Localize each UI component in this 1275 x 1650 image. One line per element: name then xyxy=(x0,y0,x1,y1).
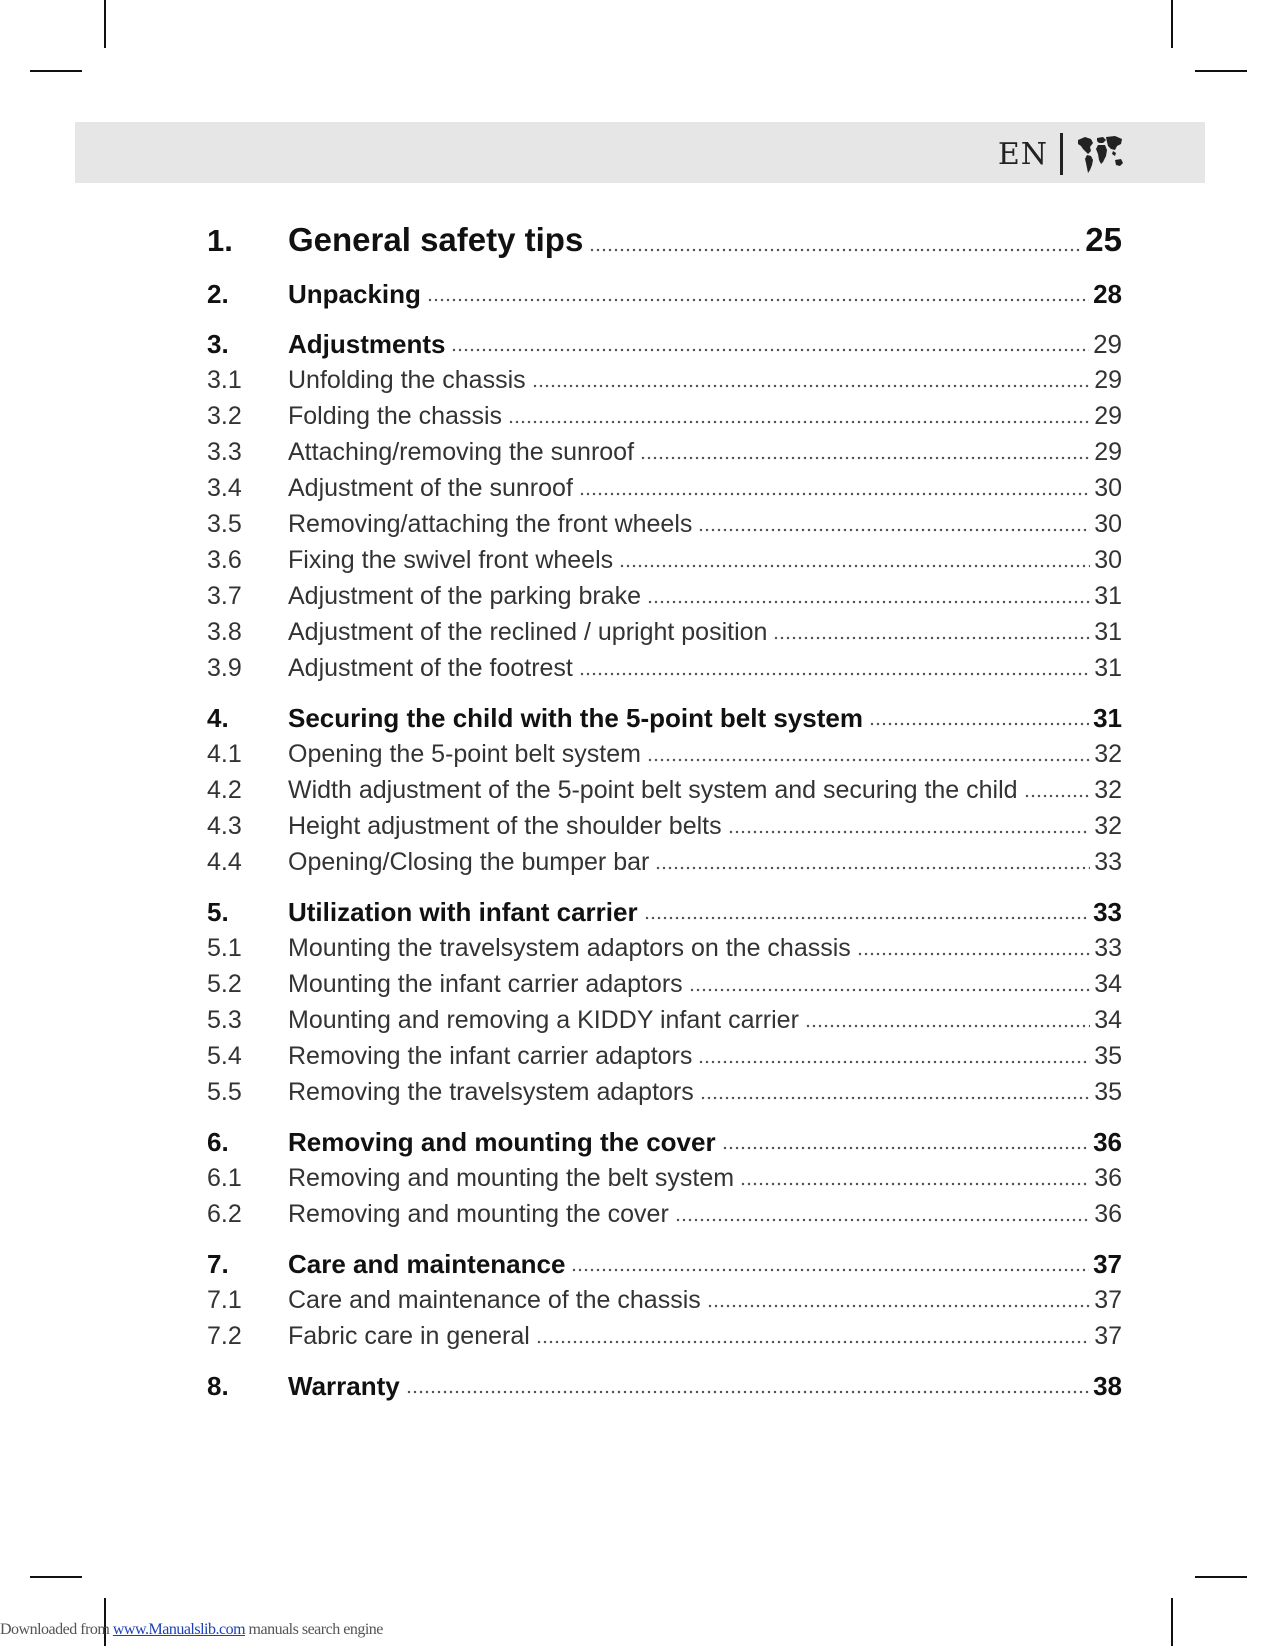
toc-page-number: 32 xyxy=(1094,776,1122,804)
toc-page-number: 32 xyxy=(1094,812,1122,840)
dot-leader xyxy=(579,491,1090,497)
dot-leader xyxy=(640,455,1090,461)
crop-mark xyxy=(104,0,106,48)
toc-number: 5. xyxy=(207,897,229,927)
dot-leader xyxy=(1024,793,1091,799)
toc-subsection-entry[interactable] xyxy=(207,470,1122,506)
dot-leader xyxy=(406,1389,1089,1395)
toc-subsection-entry[interactable] xyxy=(207,808,1122,844)
toc-number: 1. xyxy=(207,223,233,258)
toc-number: 6. xyxy=(207,1127,229,1157)
toc-number: 5.4 xyxy=(207,1042,242,1070)
manualslib-link[interactable]: www.Manualslib.com xyxy=(112,1621,246,1638)
toc-number: 5.5 xyxy=(207,1078,242,1106)
table-of-contents xyxy=(207,218,1122,1404)
toc-page-number: 33 xyxy=(1094,848,1122,876)
dot-leader xyxy=(655,865,1090,871)
dot-leader xyxy=(700,1095,1090,1101)
toc-number: 5.1 xyxy=(207,934,242,962)
toc-title: Utilization with infant carrier xyxy=(288,897,638,927)
toc-title: Care and maintenance xyxy=(288,1249,566,1279)
toc-number: 7.2 xyxy=(207,1322,242,1350)
toc-subsection-entry[interactable] xyxy=(207,1074,1122,1110)
toc-page-number: 33 xyxy=(1093,897,1122,927)
dot-leader xyxy=(805,1023,1090,1029)
toc-page-number: 29 xyxy=(1093,329,1122,359)
dot-leader xyxy=(451,347,1089,353)
toc-number: 6.1 xyxy=(207,1164,242,1192)
toc-title: Removing and mounting the cover xyxy=(288,1200,669,1228)
toc-page-number: 31 xyxy=(1093,703,1122,733)
toc-subsection-entry[interactable] xyxy=(207,1282,1122,1318)
toc-page-number: 30 xyxy=(1094,546,1122,574)
dot-leader xyxy=(773,635,1090,641)
toc-number: 5.3 xyxy=(207,1006,242,1034)
toc-section-entry[interactable] xyxy=(207,1368,1122,1404)
toc-number: 3.7 xyxy=(207,582,242,610)
toc-title: Adjustment of the reclined / upright position xyxy=(288,618,768,646)
toc-title: Width adjustment of the 5-point belt system and securing the child xyxy=(288,776,1018,804)
crop-mark xyxy=(30,1576,82,1578)
world-map-icon xyxy=(1075,132,1125,176)
toc-title: Folding the chassis xyxy=(288,402,503,430)
language-code: EN xyxy=(997,136,1048,172)
toc-number: 8. xyxy=(207,1371,229,1401)
language-separator xyxy=(1060,133,1063,175)
toc-number: 2. xyxy=(207,279,229,309)
toc-number: 7. xyxy=(207,1249,229,1279)
toc-subsection-entry[interactable] xyxy=(207,362,1122,398)
toc-title: Securing the child with the 5-point belt system xyxy=(288,703,863,733)
toc-number: 7.1 xyxy=(207,1286,242,1314)
dot-leader xyxy=(698,527,1090,533)
toc-page-number: 37 xyxy=(1094,1286,1122,1314)
toc-number: 6.2 xyxy=(207,1200,242,1228)
toc-number: 4.1 xyxy=(207,740,242,768)
toc-page-number: 31 xyxy=(1094,654,1122,682)
toc-title: Care and maintenance of the chassis xyxy=(288,1286,701,1314)
dot-leader xyxy=(728,829,1091,835)
toc-page-number: 36 xyxy=(1094,1164,1122,1192)
toc-page-number: 38 xyxy=(1093,1371,1122,1401)
toc-subsection-entry[interactable] xyxy=(207,966,1122,1002)
dot-leader xyxy=(589,247,1081,253)
toc-number: 4.3 xyxy=(207,812,242,840)
toc-title: Unfolding the chassis xyxy=(288,366,526,394)
toc-title: Attaching/removing the sunroof xyxy=(288,438,635,466)
toc-title: Height adjustment of the shoulder belts xyxy=(288,812,722,840)
toc-section-entry[interactable] xyxy=(207,894,1122,930)
toc-number: 5.2 xyxy=(207,970,242,998)
toc-title: Removing/attaching the front wheels xyxy=(288,510,693,538)
dot-leader xyxy=(619,563,1090,569)
language-indicator xyxy=(998,132,1125,176)
dot-leader xyxy=(571,1267,1089,1273)
dot-leader xyxy=(857,951,1090,957)
dot-leader xyxy=(869,721,1089,727)
dot-leader xyxy=(675,1217,1090,1223)
toc-title: Fabric care in general xyxy=(288,1322,530,1350)
dot-leader xyxy=(722,1145,1089,1151)
dot-leader xyxy=(579,671,1090,677)
crop-mark xyxy=(1171,1598,1173,1646)
toc-number: 3.1 xyxy=(207,366,242,394)
toc-subsection-entry[interactable] xyxy=(207,772,1122,808)
toc-title: Opening/Closing the bumper bar xyxy=(288,848,650,876)
toc-section-entry[interactable] xyxy=(207,276,1122,312)
toc-title: Removing the travelsystem adaptors xyxy=(288,1078,694,1106)
toc-title: Unpacking xyxy=(288,279,421,309)
toc-title: Opening the 5-point belt system xyxy=(288,740,641,768)
toc-subsection-entry[interactable] xyxy=(207,578,1122,614)
dot-leader xyxy=(532,383,1091,389)
toc-number: 3.9 xyxy=(207,654,242,682)
toc-title: Mounting the travelsystem adaptors on the chassis xyxy=(288,934,851,962)
toc-title: Adjustment of the sunroof xyxy=(288,474,573,502)
toc-number: 4. xyxy=(207,703,229,733)
crop-mark xyxy=(30,70,82,72)
toc-number: 3.8 xyxy=(207,618,242,646)
toc-section-entry[interactable] xyxy=(207,218,1122,262)
toc-page-number: 31 xyxy=(1094,618,1122,646)
crop-mark xyxy=(1195,70,1247,72)
dot-leader xyxy=(427,297,1089,303)
toc-section-entry[interactable] xyxy=(207,326,1122,362)
toc-subsection-entry[interactable] xyxy=(207,614,1122,650)
download-footer xyxy=(0,1621,383,1639)
toc-title: Removing the infant carrier adaptors xyxy=(288,1042,693,1070)
crop-mark xyxy=(1195,1576,1247,1578)
toc-number: 3.4 xyxy=(207,474,242,502)
toc-title: Removing and mounting the cover xyxy=(288,1127,716,1157)
toc-title: Adjustments xyxy=(288,329,446,359)
crop-mark xyxy=(1171,0,1173,48)
toc-number: 3.6 xyxy=(207,546,242,574)
toc-page-number: 35 xyxy=(1094,1042,1122,1070)
toc-number: 3. xyxy=(207,329,229,359)
dot-leader xyxy=(689,987,1091,993)
toc-title: Mounting the infant carrier adaptors xyxy=(288,970,683,998)
toc-title: Mounting and removing a KIDDY infant carrier xyxy=(288,1006,799,1034)
toc-page-number: 34 xyxy=(1094,1006,1122,1034)
toc-subsection-entry[interactable] xyxy=(207,1318,1122,1354)
toc-subsection-entry[interactable] xyxy=(207,1196,1122,1232)
toc-subsection-entry[interactable] xyxy=(207,506,1122,542)
toc-page-number: 37 xyxy=(1094,1322,1122,1350)
dot-leader xyxy=(707,1303,1090,1309)
toc-title: Warranty xyxy=(288,1371,400,1401)
dot-leader xyxy=(644,915,1089,921)
toc-page-number: 36 xyxy=(1093,1127,1122,1157)
toc-page-number: 34 xyxy=(1094,970,1122,998)
toc-title: Removing and mounting the belt system xyxy=(288,1164,735,1192)
toc-subsection-entry[interactable] xyxy=(207,434,1122,470)
toc-page-number: 30 xyxy=(1094,474,1122,502)
toc-number: 3.2 xyxy=(207,402,242,430)
toc-section-entry[interactable] xyxy=(207,700,1122,736)
toc-number: 4.2 xyxy=(207,776,242,804)
toc-page-number: 25 xyxy=(1085,221,1122,258)
footer-suffix: manuals search engine xyxy=(245,1621,383,1638)
toc-subsection-entry[interactable] xyxy=(207,844,1122,880)
toc-subsection-entry[interactable] xyxy=(207,1160,1122,1196)
toc-page-number: 35 xyxy=(1094,1078,1122,1106)
toc-subsection-entry[interactable] xyxy=(207,1038,1122,1074)
toc-subsection-entry[interactable] xyxy=(207,930,1122,966)
toc-page-number: 29 xyxy=(1094,402,1122,430)
toc-page-number: 32 xyxy=(1094,740,1122,768)
toc-subsection-entry[interactable] xyxy=(207,398,1122,434)
toc-page-number: 33 xyxy=(1094,934,1122,962)
toc-page-number: 29 xyxy=(1094,366,1122,394)
dot-leader xyxy=(647,757,1090,763)
toc-number: 4.4 xyxy=(207,848,242,876)
toc-page-number: 29 xyxy=(1094,438,1122,466)
toc-section-entry[interactable] xyxy=(207,1246,1122,1282)
toc-page-number: 31 xyxy=(1094,582,1122,610)
toc-title: Adjustment of the footrest xyxy=(288,654,573,682)
toc-section-entry[interactable] xyxy=(207,1124,1122,1160)
toc-page-number: 28 xyxy=(1093,279,1122,309)
toc-subsection-entry[interactable] xyxy=(207,542,1122,578)
dot-leader xyxy=(740,1181,1090,1187)
toc-subsection-entry[interactable] xyxy=(207,1002,1122,1038)
toc-title: Adjustment of the parking brake xyxy=(288,582,641,610)
header-band xyxy=(75,122,1205,183)
toc-subsection-entry[interactable] xyxy=(207,736,1122,772)
toc-number: 3.5 xyxy=(207,510,242,538)
toc-title: General safety tips xyxy=(288,221,584,258)
dot-leader xyxy=(647,599,1090,605)
toc-page-number: 30 xyxy=(1094,510,1122,538)
dot-leader xyxy=(508,419,1090,425)
toc-subsection-entry[interactable] xyxy=(207,650,1122,686)
toc-number: 3.3 xyxy=(207,438,242,466)
dot-leader xyxy=(536,1339,1090,1345)
dot-leader xyxy=(698,1059,1090,1065)
footer-prefix: Downloaded from xyxy=(0,1621,113,1638)
toc-page-number: 36 xyxy=(1094,1200,1122,1228)
toc-title: Fixing the swivel front wheels xyxy=(288,546,614,574)
toc-page-number: 37 xyxy=(1093,1249,1122,1279)
